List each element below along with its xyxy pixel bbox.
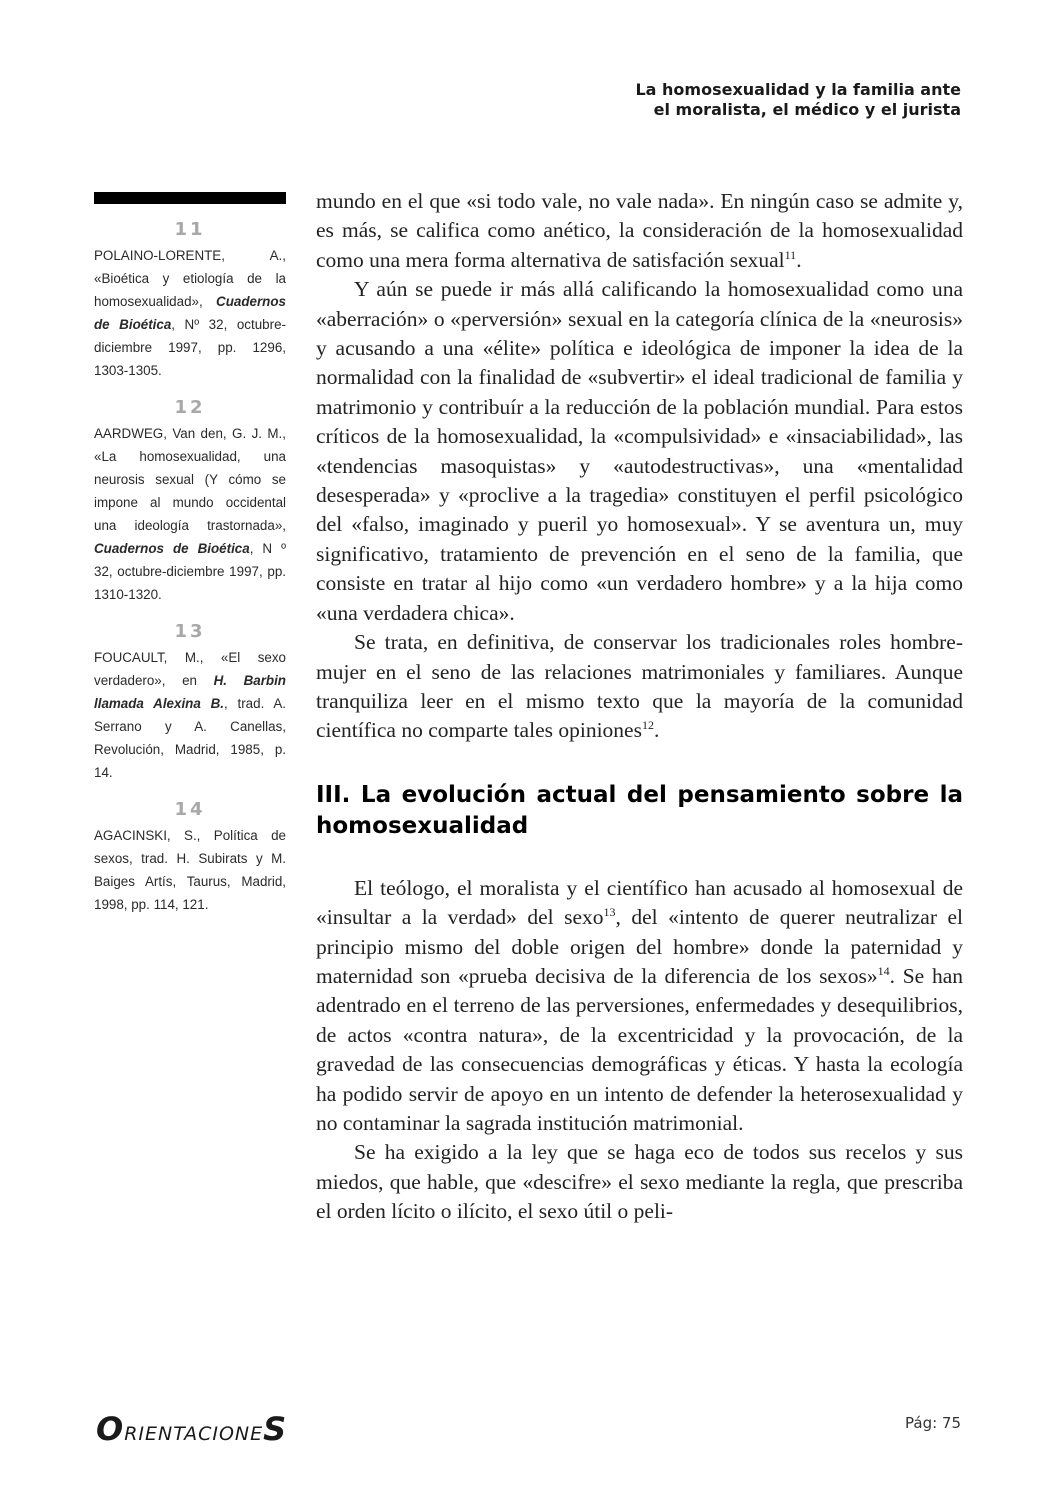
- footnote-number: 13: [174, 621, 206, 642]
- footnote: [94, 218, 286, 382]
- page-number: Pág: 75: [905, 1414, 961, 1432]
- footnote-text: AARDWEG, Van den, G. J. M., «La homosexualidad, una neurosis sexual (Y cómo se impone al mundo occidental una ideología trastornada», Cuadernos de Bioética, N º 32, octubre-diciembre 1997, pp. 1310-1320.: [94, 426, 286, 602]
- paragraph: El teólogo, el moralista y el científico han acusado al homosexual de «insultar a la verdad» del sexo$^{13}$, del «intento de querer neutralizar el principio mismo del doble origen del hombre» donde la paternidad y maternidad son «prueba decisiva de la diferencia de los sexos»$^{14}$. Se han adentrado en el terreno de las perversiones, enfermedades y desequilibrios, de actos «contra natura», de la excentricidad y la provocación, de la gravedad de las consecuencias demográficas y éticas. Y hasta la ecología ha podido servir de apoyo en un intento de defender la heterosexualidad y no contaminar la sagrada institución matrimonial.: [316, 875, 963, 1135]
- footnote-ref: 11: [784, 247, 797, 262]
- footnote: [94, 620, 286, 784]
- footnote-ref: 14: [877, 963, 890, 978]
- section-heading: III. La evolución actual del pensamiento sobre la homosexualidad: [316, 781, 963, 839]
- paragraph: Se ha exigido a la ley que se haga eco de todos sus recelos y sus miedos, que hable, que «descifre» el sexo mediante la regla, que prescriba el orden lícito o ilícito, el sexo útil o peli-: [316, 1140, 963, 1224]
- sidebar-rule: [94, 192, 286, 204]
- footnotes-sidebar: [94, 218, 286, 930]
- paragraph: mundo en el que «si todo vale, no vale nada». En ningún caso se admite y, es más, se califica como anético, la consideración de la homosexualidad como una mera forma alternativa de satisfación sexual$^{11}$.: [316, 189, 963, 272]
- footnote-ref: 13: [603, 905, 616, 920]
- footnote: [94, 798, 286, 916]
- running-header-line-1: La homosexualidad y la familia ante: [635, 80, 961, 99]
- running-header-line-2: el moralista, el médico y el jurista: [653, 100, 961, 119]
- body-text: [316, 187, 963, 1227]
- publication-logo: O RIENTACIONE S: [96, 1410, 288, 1448]
- paragraph: Y aún se puede ir más allá calificando la homosexualidad como una «aberración» o «perversión» sexual en la categoría clínica de la «neurosis» y acusando a una «élite» política e ideológica de imponer la idea de la normalidad con la finalidad de «subvertir» el ideal tradicional de familia y matrimonio y contribuír a la reducción de la población mundial. Para estos críticos de la homosexualidad, la «compulsividad» e «insaciabilidad», las «tendencias masoquistas» y «autodestructivas», una «mentalidad desesperada» y «proclive a la tragedia» constituyen el perfil psicológico del «falso, imaginado y pueril yo homosexual». Y se aventura un, muy significativo, tratamiento de prevención en el seno de la familia, que consiste en tratar al hijo como «un verdadero hombre» y a la hija como «una verdadera chica».: [316, 277, 963, 625]
- footnote-text: POLAINO-LORENTE, A., «Bioética y etiología de la homosexualidad», Cuadernos de Bioética, Nº 32, octubre-diciembre 1997, pp. 1296, 1303-1305.: [94, 248, 286, 378]
- footnote-ref: 12: [641, 718, 654, 733]
- running-header: [635, 80, 961, 120]
- paragraph: Se trata, en definitiva, de conservar los tradicionales roles hombre-mujer en el seno de las relaciones matrimoniales y familiares. Aunque tranquiliza leer en el mismo texto que la mayoría de la comunidad científica no comparte tales opiniones$^{12}$.: [316, 630, 963, 743]
- footnote-number: 12: [174, 397, 206, 418]
- footnote-text: AGACINSKI, S., Política de sexos, trad. H. Subirats y M. Baiges Artís, Taurus, Madrid, 1998, pp. 114, 121.: [94, 828, 286, 912]
- footnote-number: 14: [174, 799, 206, 820]
- footnote-number: 11: [174, 219, 206, 240]
- footnote: [94, 396, 286, 606]
- footnote-text: FOUCAULT, M., «El sexo verdadero», en H. Barbin llamada Alexina B., trad. A. Serrano y A. Canellas, Revolución, Madrid, 1985, p. 14.: [94, 650, 286, 780]
